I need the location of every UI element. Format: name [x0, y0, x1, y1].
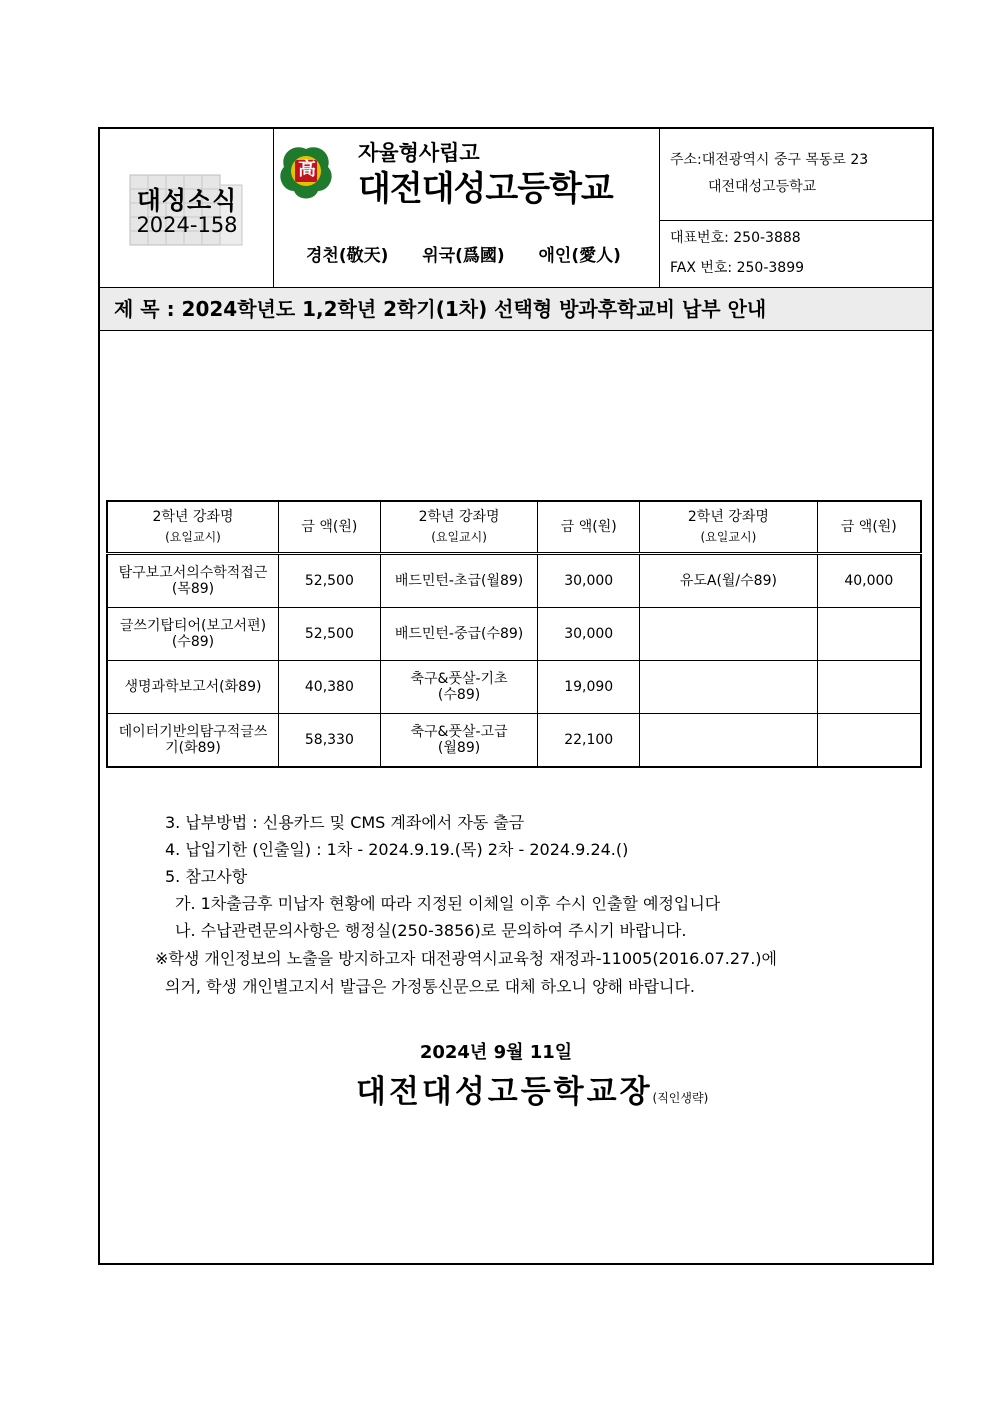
- address-box: [660, 129, 934, 221]
- contact-info: [660, 129, 934, 287]
- col-header-amount: 금 액(원): [817, 501, 921, 553]
- amount-cell: 40,000: [817, 553, 921, 607]
- course-cell: 탐구보고서의수학적접근 (목89): [107, 553, 278, 607]
- note-payment-method: 3. 납부방법 : 신용카드 및 CMS 계좌에서 자동 출금: [165, 813, 525, 832]
- subject-line: 제 목 : 2024학년도 1,2학년 2학기(1차) 선택형 방과후학교비 납부 안내: [100, 287, 932, 331]
- newsletter-badge: [100, 129, 274, 287]
- course-cell: [640, 713, 817, 767]
- address: 주소:대전광역시 중구 목동로 23: [670, 152, 869, 168]
- amount-cell: [817, 660, 921, 713]
- course-cell: [640, 660, 817, 713]
- motto-3: 애인(愛人): [538, 246, 621, 266]
- school-type: 자율형사립고: [358, 141, 480, 165]
- school-mottos: [306, 241, 621, 266]
- col-header-course: 2학년 강좌명 (요일교시): [380, 501, 538, 553]
- course-cell: 축구&풋살-기초 (수89): [380, 660, 538, 713]
- note-references: 5. 참고사항: [165, 867, 248, 886]
- course-cell: 글쓰기탑티어(보고서편) (수89): [107, 607, 278, 660]
- course-cell: 축구&풋살-고급 (월89): [380, 713, 538, 767]
- table-row: [107, 660, 921, 713]
- course-cell: 배드민턴-초급(월89): [380, 553, 538, 607]
- fee-table: [106, 500, 922, 768]
- col-header-course: 2학년 강좌명 (요일교시): [107, 501, 278, 553]
- motto-2: 위국(爲國): [422, 246, 505, 266]
- amount-cell: 52,500: [278, 607, 380, 660]
- motto-1: 경천(敬天): [306, 246, 389, 266]
- note-reference-a: 가. 1차출금후 미납자 현황에 따라 지정된 이체일 이후 수시 인출할 예정입니다: [175, 894, 721, 913]
- table-row: [107, 553, 921, 607]
- table-row: [107, 713, 921, 767]
- amount-cell: 19,090: [538, 660, 640, 713]
- amount-cell: 30,000: [538, 553, 640, 607]
- badge-number: 2024-158: [136, 213, 238, 237]
- signature-block: [356, 1066, 708, 1111]
- amount-cell: 52,500: [278, 553, 380, 607]
- col-header-amount: 금 액(원): [538, 501, 640, 553]
- issue-date: 2024년 9월 11일: [419, 1042, 573, 1063]
- school-name: 대전대성고등학교: [358, 169, 613, 209]
- privacy-notice-line1: ※학생 개인정보의 노출을 방지하고자 대전광역시교육청 재정과-11005(2016.07.27.)에: [155, 949, 778, 968]
- emblem-character: 高: [298, 159, 316, 180]
- amount-cell: 22,100: [538, 713, 640, 767]
- table-header-row: [107, 501, 921, 553]
- privacy-notice-line2: 의거, 학생 개인별고지서 발급은 가정통신문으로 대체 하오니 양해 바랍니다.: [165, 977, 695, 996]
- badge-title: 대성소식: [136, 186, 238, 215]
- table-row: [107, 607, 921, 660]
- course-cell: 데이터기반의탐구적글쓰기(화89): [107, 713, 278, 767]
- phone-number: 대표번호: 250-3888: [670, 230, 801, 246]
- course-cell: 유도A(월/수89): [640, 553, 817, 607]
- letterhead: [100, 129, 932, 287]
- amount-cell: [817, 607, 921, 660]
- col-header-course: 2학년 강좌명 (요일교시): [640, 501, 817, 553]
- course-cell: [640, 607, 817, 660]
- col-header-amount: 금 액(원): [278, 501, 380, 553]
- note-deadline: 4. 납입기한 (인출일) : 1차 - 2024.9.19.(목) 2차 - 2024.9.24.(): [165, 840, 629, 859]
- fax-number: FAX 번호: 250-3899: [670, 260, 805, 276]
- principal-title: 대전대성고등학교장: [356, 1074, 653, 1110]
- seal-omitted-note: (직인생략): [652, 1091, 709, 1105]
- note-reference-b: 나. 수납관련문의사항은 행정실(250-3856)로 문의하여 주시기 바랍니다.: [175, 921, 687, 940]
- amount-cell: 30,000: [538, 607, 640, 660]
- amount-cell: 58,330: [278, 713, 380, 767]
- course-cell: 배드민턴-중급(수89): [380, 607, 538, 660]
- address-school: 대전대성고등학교: [708, 179, 817, 195]
- amount-cell: [817, 713, 921, 767]
- course-cell: 생명과학보고서(화89): [107, 660, 278, 713]
- amount-cell: 40,380: [278, 660, 380, 713]
- school-identity: [274, 129, 660, 287]
